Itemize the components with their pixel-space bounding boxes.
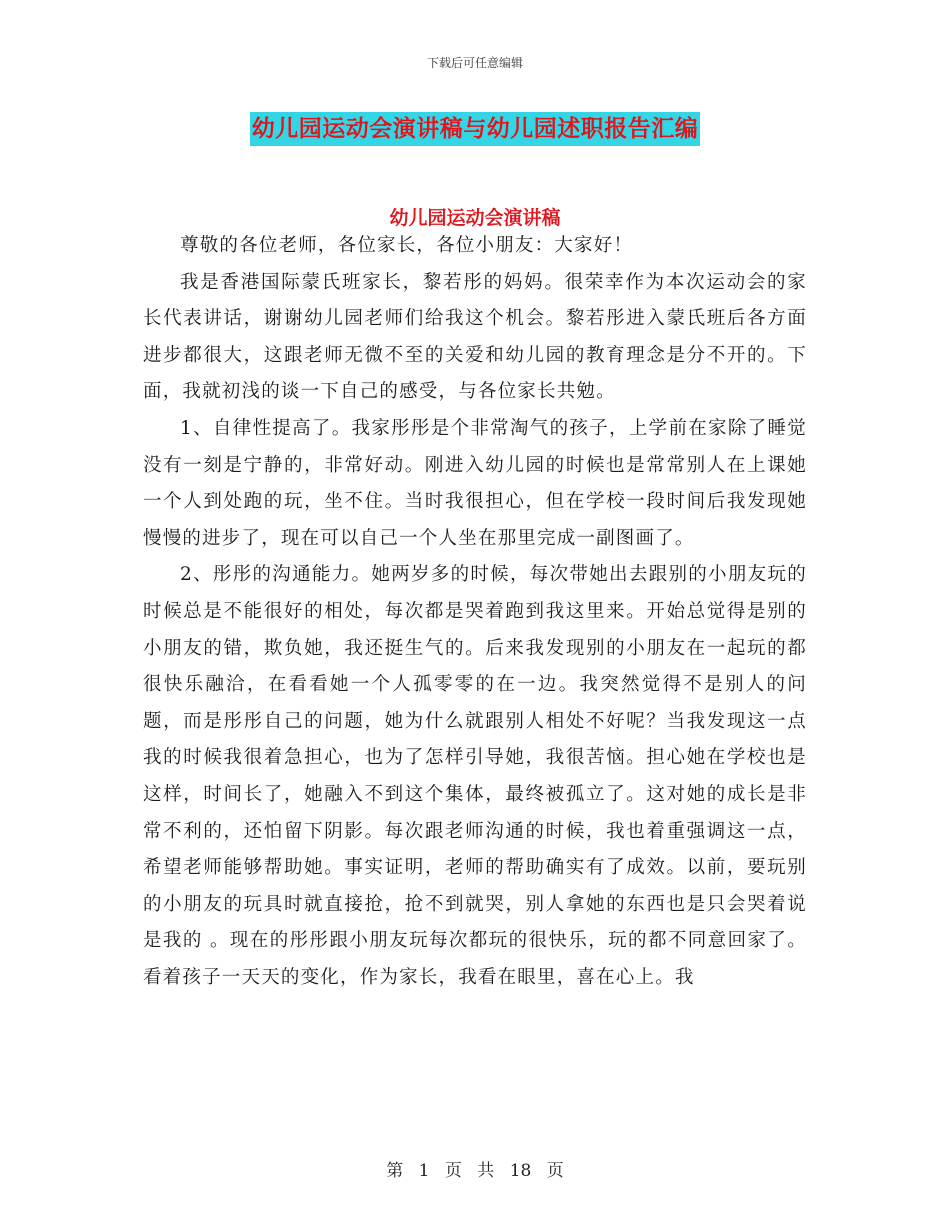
- paragraph-greeting: 尊敬的各位老师，各位家长，各位小朋友：大家好！: [180, 235, 634, 256]
- document-title-text: 幼儿园运动会演讲稿与幼儿园述职报告汇编: [250, 112, 701, 146]
- paragraph-intro: 我是香港国际蒙氏班家长，黎若彤的妈妈。很荣幸作为本次运动会的家长代表讲话，谢谢幼儿园老师们给我这个机会。黎若彤进入蒙氏班后各方面进步都很大，这跟老师无微不至的关爱和幼儿园的教育理念是分不开的。下面，我就初浅的谈一下自己的感受，与各位家长共勉。: [143, 271, 807, 403]
- footer-page-prefix: 第: [386, 1161, 404, 1181]
- paragraph-point-2: 2、彤彤的沟通能力。她两岁多的时候，每次带她出去跟别的小朋友玩的时候总是不能很好的相处，每次都是哭着跑到我这里来。开始总觉得是别的小朋友的错，欺负她，我还挺生气的。后来我发现别的小朋友在一起玩的都很快乐融洽，在看看她一个人孤零零的在一边。我突然觉得不是别人的问题，而是彤彤自己的问题，她为什么就跟别人相处不好呢？当我发现这一点我的时候我很着急担心，也为了怎样引导她，我很苦恼。担心她在学校也是这样，时间长了，她融入不到这个集体，最终被孤立了。这对她的成长是非常不利的，还怕留下阴影。每次跟老师沟通的时候，我也着重强调这一点，希望老师能够帮助她。事实证明，老师的帮助确实有了成效。以前，要玩别的小朋友的玩具时就直接抢，抢不到就哭，别人拿她的东西也是只会哭着说 是我的 。现在的彤彤跟小朋友玩每次都玩的很快乐，玩的都不同意回家了。看着孩子一天天的变化，作为家长，我看在眼里，喜在心上。我: [143, 564, 807, 988]
- document-title: [0, 112, 950, 146]
- section-title: 幼儿园运动会演讲稿: [389, 207, 561, 229]
- footer-page-word: 页: [444, 1161, 462, 1181]
- body-text: [143, 228, 807, 996]
- footer-page-number: 1: [418, 1161, 430, 1181]
- page-footer: [0, 1156, 950, 1181]
- header-note: 下载后可任意编辑: [426, 56, 523, 70]
- paragraph-point-1: 1、自律性提高了。我家彤彤是个非常淘气的孩子，上学前在家除了睡觉没有一刻是宁静的，非常好动。刚进入幼儿园的时候也是常常别人在上课她一个人到处跑的玩，坐不住。当时我很担心，但在学校一段时间后我发现她慢慢的进步了，现在可以自己一个人坐在那里完成一副图画了。: [143, 417, 807, 549]
- footer-total-word: 页: [546, 1161, 564, 1181]
- footer-total-pages: 18: [509, 1161, 532, 1181]
- footer-total-prefix: 共: [477, 1161, 495, 1181]
